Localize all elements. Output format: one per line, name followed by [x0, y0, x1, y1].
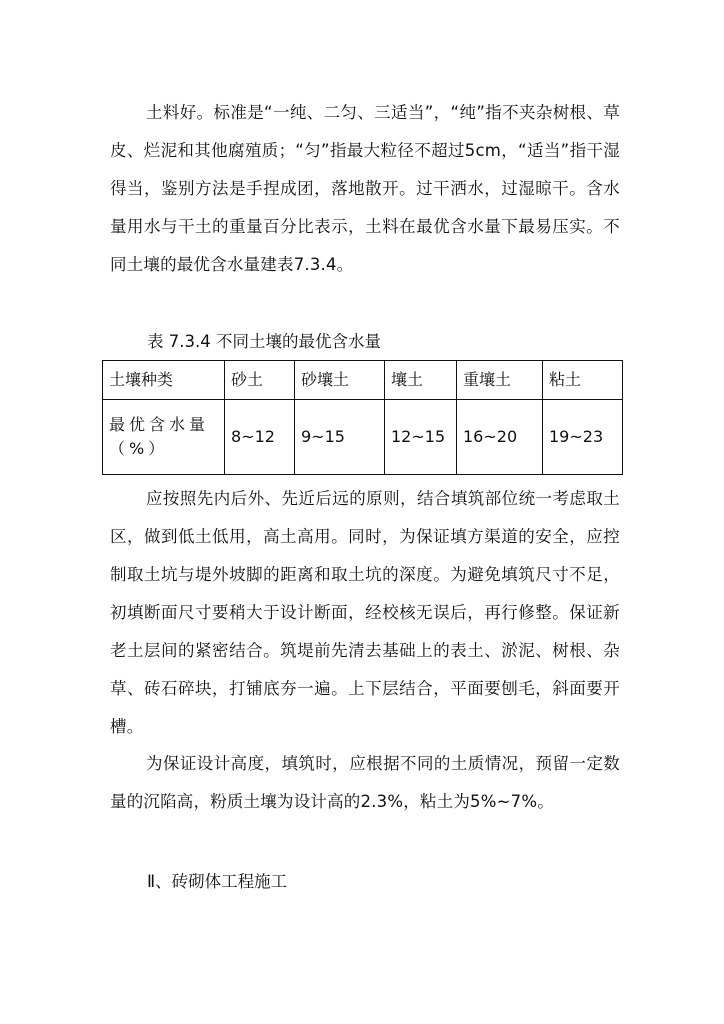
value-cell-heavy-loam: 16~20: [457, 400, 543, 475]
row-label-optimal-moisture: 最优含水量（%）: [103, 400, 225, 475]
table-caption: 表 7.3.4 不同土壤的最优含水量: [147, 332, 381, 351]
header-cell-heavy-loam: 重壤土: [457, 361, 543, 400]
header-cell-sandy-loam: 砂壤土: [295, 361, 385, 400]
table-row: [103, 400, 623, 475]
paragraph-settlement: 为保证设计高度，填筑时，应根据不同的土质情况，预留一定数量的沉陷高，粉质土壤为设计高的2.3%，粘土为5%~7%。: [110, 754, 620, 811]
value-cell-sand: 8~12: [225, 400, 295, 475]
header-cell-soil-type: 土壤种类: [103, 361, 225, 400]
moisture-table: [102, 360, 623, 475]
paragraph-soil-quality: 土料好。标准是“一纯、二匀、三适当”，“纯”指不夹杂树根、草皮、烂泥和其他腐殖质；“匀”指最大粒径不超过5cm，“适当”指干湿得当，鉴别方法是手捏成团，落地散开。过干洒水，过湿晾干。含水量用水与干土的重量百分比表示，土料在最优含水量下最易压实。不同土壤的最优含水量建表7.3.4。: [110, 103, 620, 274]
section-heading: Ⅱ、砖砌体工程施工: [147, 872, 288, 891]
value-cell-sandy-loam: 9~15: [295, 400, 385, 475]
value-cell-loam: 12~15: [385, 400, 457, 475]
header-cell-sand: 砂土: [225, 361, 295, 400]
header-cell-clay: 粘土: [543, 361, 623, 400]
table-header-row: [103, 361, 623, 400]
value-cell-clay: 19~23: [543, 400, 623, 475]
header-cell-loam: 壤土: [385, 361, 457, 400]
paragraph-borrow-area: 应按照先内后外、先近后远的原则，结合填筑部位统一考虑取土区，做到低土低用，高土高用。同时，为保证填方渠道的安全，应控制取土坑与堤外坡脚的距离和取土坑的深度。为避免填筑尺寸不足，初填断面尺寸要稍大于设计断面，经校核无误后，再行修整。保证新老土层间的紧密结合。筑堤前先清去基础上的表土、淤泥、树根、杂草、砖石碎块，打铺底夯一遍。上下层结合，平面要刨毛，斜面要开槽。: [110, 489, 620, 736]
